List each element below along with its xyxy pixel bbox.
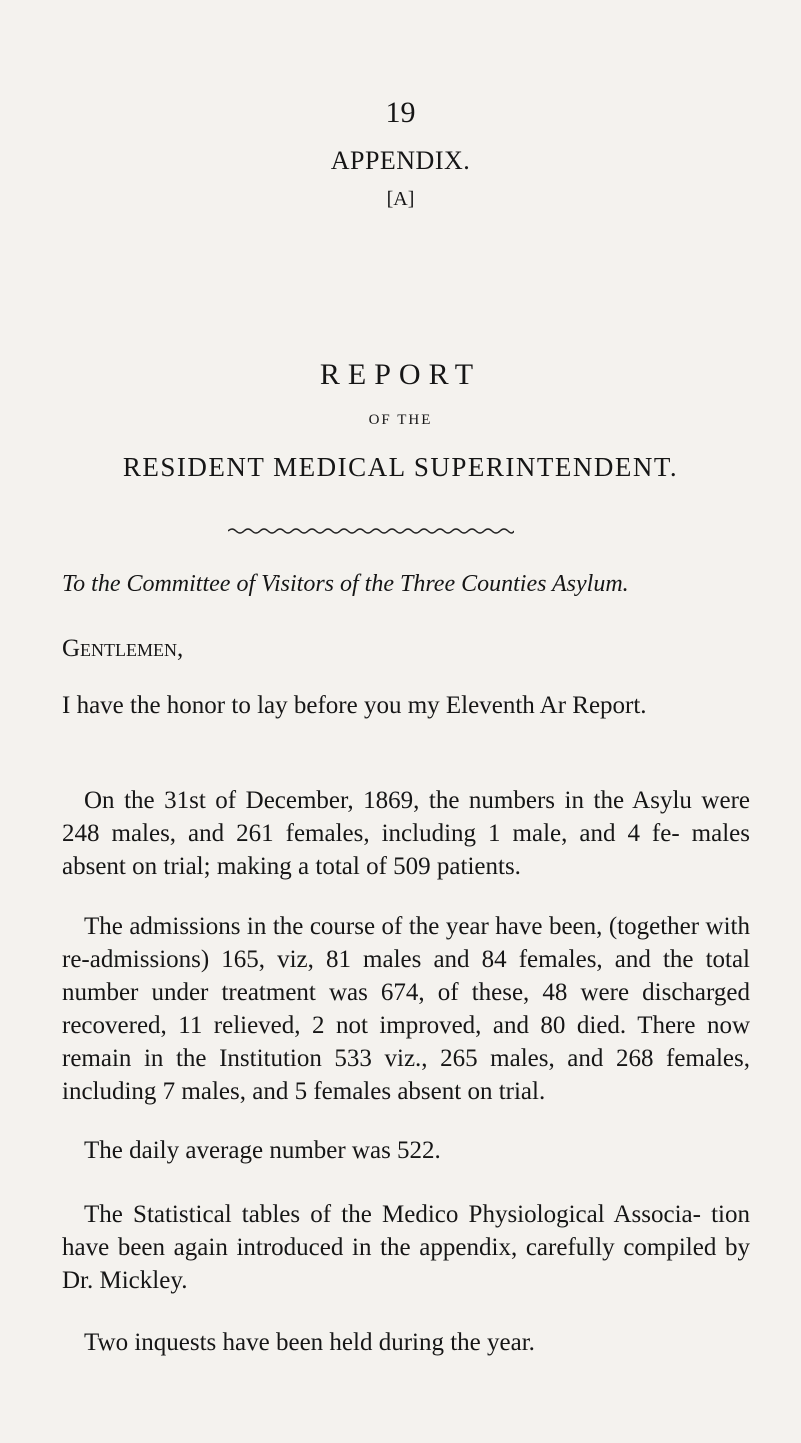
decorative-wavy-rule: [228, 526, 514, 536]
report-title: RESIDENT MEDICAL SUPERINTENDENT.: [122, 452, 679, 482]
salutation: Gentlemen,: [62, 635, 184, 662]
paragraph-6: Two inquests have been held during the year.: [84, 1329, 535, 1356]
paragraph-1: I have the honor to lay before you my Eleventh Ar Report.: [62, 692, 647, 719]
page-number: 19: [385, 96, 416, 129]
of-the-subheading: OF THE: [368, 412, 433, 428]
paragraph-4: The daily average number was 522.: [84, 1137, 441, 1164]
appendix-heading: APPENDIX.: [330, 146, 471, 175]
paragraph-5: The Statistical tables of the Medico Physiological Associa- tion have been again introduced in the appendix, carefully compiled by Dr. Mickley.: [62, 1201, 750, 1294]
paragraph-3: The admissions in the course of the year have been, (together with re-admissions) 165, viz, 81 males and 84 females, and the total number under treatment was 674, of these, 48 were discharged recovered, 11 relieved, 2 not improved, and 80 died. There now remain in the Institution 533 viz., 265 males, and 268 females, including 7 males, and 5 females absent on trial.: [62, 913, 750, 1105]
report-heading: REPORT: [319, 358, 482, 391]
paragraph-2: On the 31st of December, 1869, the numbers in the Asylu were 248 males, and 261 females, including 1 male, and 4 fe- males absent on trial; making a total of 509 patients.: [62, 787, 750, 880]
address-line: To the Committee of Visitors of the Three Counties Asylum.: [62, 571, 629, 597]
appendix-label: [A]: [386, 188, 415, 210]
